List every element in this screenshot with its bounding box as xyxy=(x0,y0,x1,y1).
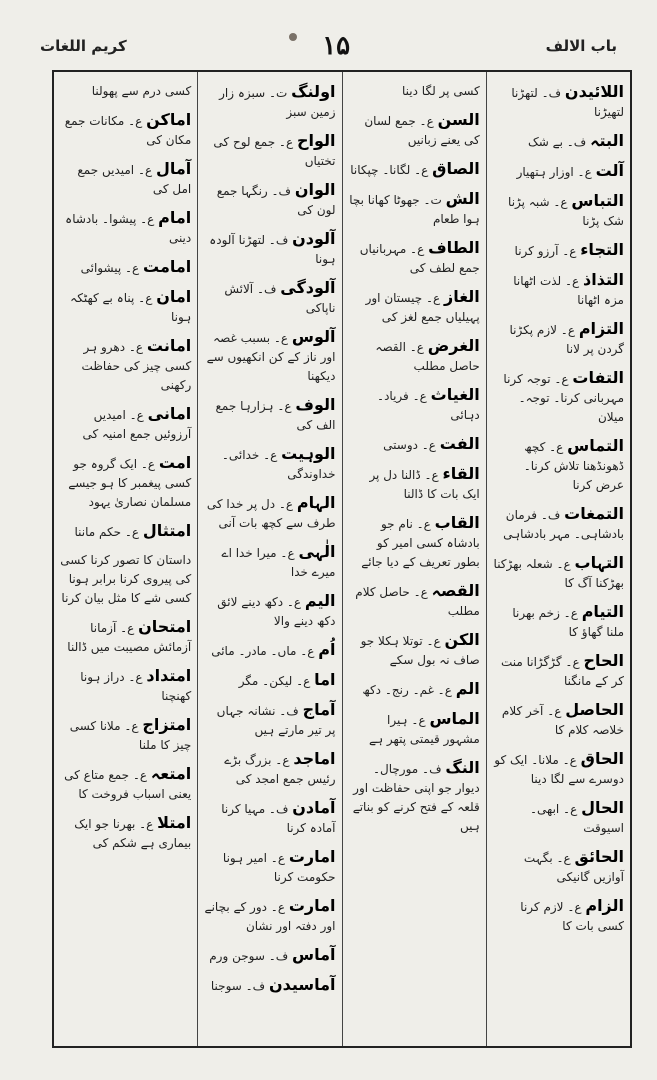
dictionary-entry xyxy=(493,131,624,152)
entry-headword: الش xyxy=(445,189,480,208)
entry-headword: امتحان xyxy=(138,617,192,636)
page-header xyxy=(40,26,617,66)
column-3 xyxy=(197,72,341,1046)
dictionary-entry xyxy=(493,436,624,495)
entry-definition: ع۔ امیر ہونا حکومت کرنا xyxy=(222,851,336,884)
dictionary-entry xyxy=(204,82,335,122)
entry-headword: الحال xyxy=(581,798,624,817)
entry-definition: ع۔ کچھ ڈھونڈھنا تلاش کرنا۔ عرض کرنا xyxy=(523,440,624,492)
entry-headword: آلت xyxy=(595,161,624,180)
entry-definition: ع۔ دور کے بچانے اور دفتہ اور نشان xyxy=(204,900,336,933)
entry-headword: امتعہ xyxy=(150,764,192,783)
entry-headword: آلودگی xyxy=(280,278,336,297)
entry-headword: الغیاث xyxy=(430,385,480,404)
dictionary-entry xyxy=(60,813,191,853)
dictionary-entry xyxy=(60,551,191,608)
entry-headword: الماس xyxy=(429,709,480,728)
entry-headword: الحائق xyxy=(574,847,624,866)
entry-definition: ع۔ دھرو ہر کسی چیز کی حفاظت رکھنی xyxy=(81,340,192,392)
dictionary-entry xyxy=(493,553,624,593)
entry-headword: الحاصل xyxy=(565,700,624,719)
dictionary-entry xyxy=(60,110,191,150)
entry-definition: ع۔ آخر کلام خلاصہ کلام کا xyxy=(501,704,624,737)
entry-definition: ع۔ جمع لسان کی یعنے زبانیں xyxy=(364,114,480,147)
entry-definition: ع۔ دل پر خدا کی طرف سے کچھ بات آنی xyxy=(206,497,336,530)
entry-headword: الکن xyxy=(444,630,480,649)
dictionary-entry xyxy=(60,715,191,755)
dictionary-entry xyxy=(60,764,191,804)
dictionary-entry xyxy=(60,159,191,199)
entries-frame xyxy=(52,70,632,1048)
dictionary-entry xyxy=(60,404,191,444)
entry-definition: ع۔ اوزار ہتھیار xyxy=(516,165,592,179)
entry-headword: القاء xyxy=(442,464,480,483)
book-title: کریم اللغات xyxy=(40,37,127,55)
entry-headword: اما xyxy=(314,670,336,689)
entry-definition: ع۔ فریاد۔ دہائی xyxy=(377,389,480,422)
entry-definition: ع۔ دراز ہونا کھنچنا xyxy=(80,670,192,703)
dictionary-entry xyxy=(493,651,624,691)
dictionary-entry xyxy=(349,630,480,670)
entry-headword: الوان xyxy=(294,180,336,199)
entry-headword: الغاز xyxy=(444,287,480,306)
entry-headword: الصاق xyxy=(432,159,480,178)
entry-headword: امامت xyxy=(143,257,192,276)
entry-headword: التہاب xyxy=(574,553,624,572)
entry-headword: الحاق xyxy=(580,749,624,768)
entry-headword: التزام xyxy=(578,319,624,338)
column-4 xyxy=(54,72,197,1046)
entry-definition: ف۔ فرمان بادشاہی۔ مہر بادشاہی xyxy=(503,508,624,541)
entry-definition: ع۔ بسبب غصہ اور ناز کے کن انکھیوں سے دیکھنا xyxy=(206,331,336,383)
entry-headword: آماس xyxy=(292,945,336,964)
dictionary-entry xyxy=(349,385,480,425)
entry-definition: ع۔ شبہ پڑنا شک پڑنا xyxy=(508,195,624,228)
entry-headword: التیام xyxy=(581,602,624,621)
dictionary-entry xyxy=(349,709,480,749)
entry-definition: ع۔ زخم بھرنا ملنا گھاؤ کا xyxy=(512,606,624,639)
entry-definition: ف۔ لتھڑنا لتھیڑنا xyxy=(511,86,624,119)
entry-headword: القصہ xyxy=(431,581,480,600)
entry-headword: الزام xyxy=(585,896,624,915)
entry-definition: ع۔ ماں۔ مادر۔ مائی xyxy=(211,644,315,658)
entry-headword: امتثال xyxy=(142,521,192,540)
dictionary-entry xyxy=(204,640,335,661)
entry-headword: امت xyxy=(158,453,192,472)
entry-definition: ع۔ جمع لوح کی تختیاں xyxy=(213,135,336,168)
entry-definition: ع۔ پناہ بے کھٹکہ ہونا xyxy=(70,291,192,324)
page-number: ۱۵ xyxy=(322,31,351,61)
entry-headword: امام xyxy=(158,208,192,227)
entry-definition: ع۔ ہیرا مشہور قیمتی پتھر ہے xyxy=(369,713,480,746)
dictionary-entry xyxy=(204,896,335,936)
dictionary-entry xyxy=(493,847,624,887)
entry-headword: الم xyxy=(455,679,480,698)
entry-headword: القاب xyxy=(434,513,480,532)
entry-headword: التباس xyxy=(571,191,624,210)
entry-definition: ع۔ لیکن۔ مگر xyxy=(238,674,311,688)
dictionary-entry xyxy=(493,191,624,231)
dictionary-entry xyxy=(60,521,191,542)
dictionary-entry xyxy=(349,464,480,504)
dictionary-entry xyxy=(204,180,335,220)
dictionary-entry xyxy=(204,131,335,171)
entry-headword: التجاء xyxy=(580,240,624,259)
dictionary-entry xyxy=(493,240,624,261)
entry-headword: آلودن xyxy=(292,229,336,248)
entry-headword: الوہیت xyxy=(281,444,336,463)
dictionary-entry xyxy=(349,434,480,455)
entry-definition: ت۔ سبزہ زار زمین سبز xyxy=(219,86,336,119)
entry-headword: آماسیدن xyxy=(268,975,336,994)
dictionary-entry xyxy=(204,945,335,966)
entry-headword: امتداد xyxy=(146,666,192,685)
entry-definition: ع۔ ابھی۔ اسیوقت xyxy=(530,802,624,835)
entry-definition: ف۔ مہیا کرنا آمادہ کرنا xyxy=(221,802,336,835)
dictionary-entry xyxy=(349,679,480,700)
entry-headword: امتزاج xyxy=(142,715,192,734)
entry-definition: ع۔ پیشوائی xyxy=(80,261,140,275)
entry-definition: ف۔ لتھڑنا آلودہ ہونا xyxy=(209,233,336,266)
entry-headword: النگ xyxy=(445,758,480,777)
entry-headword: امانی xyxy=(147,404,192,423)
entry-definition: ع۔ مکانات جمع مکان کی xyxy=(64,114,192,147)
entry-headword: آلوس xyxy=(291,327,336,346)
dictionary-entry xyxy=(349,758,480,836)
entry-headword: الٰہی xyxy=(298,542,336,561)
dictionary-entry xyxy=(493,161,624,182)
dictionary-entry xyxy=(349,513,480,572)
dictionary-entry xyxy=(204,327,335,386)
entry-definition: ع۔ آرزو کرنا xyxy=(514,244,577,258)
dictionary-entry xyxy=(60,336,191,395)
dictionary-entry xyxy=(349,336,480,376)
entry-headword: الحاح xyxy=(583,651,624,670)
dictionary-entry xyxy=(493,798,624,838)
entry-definition: ع۔ دوستی xyxy=(383,438,436,452)
entry-definition: ع۔ پیشوا۔ بادشاہ دینی xyxy=(65,212,192,245)
entry-definition: ف۔ رنگہا جمع لون کی xyxy=(216,184,336,217)
dictionary-entry xyxy=(204,847,335,887)
entry-definition: ع۔ امیدیں آرزوئیں جمع امنیہ کی xyxy=(82,408,192,441)
entry-definition: ع۔ حاصل کلام مطلب xyxy=(355,585,480,618)
entry-definition: ع۔ گڑگڑانا منت کر کے مانگنا xyxy=(500,655,624,688)
entry-definition: ع۔ امیدیں جمع امل کی xyxy=(77,163,192,196)
entry-definition: ع۔ توتلا ہکلا جو صاف نہ بول سکے xyxy=(360,634,480,667)
section-title: باب الالف xyxy=(545,37,617,55)
entry-definition: کسی پر لگا دینا xyxy=(402,84,480,98)
entry-headword: الغرض xyxy=(427,336,480,355)
entry-definition: ع۔ نام جو بادشاہ کسی امیر کو بطور تعریف کے دیا جائے xyxy=(361,517,480,569)
column-2 xyxy=(342,72,486,1046)
entry-definition: داستان کا تصور کرنا کسی کی پیروی کرنا برابر ہونا کسی شے کا مثل بیان کرنا xyxy=(60,553,192,605)
entry-definition: ع۔ جمع متاع کی یعنی اسباب فروخت کا xyxy=(64,768,192,801)
dictionary-entry xyxy=(493,896,624,936)
entry-headword: الواح xyxy=(296,131,336,150)
entry-definition: ع۔ میرا خدا اے میرے خدا xyxy=(221,546,336,579)
dictionary-entry xyxy=(60,617,191,657)
entry-headword: آماج xyxy=(302,700,336,719)
dictionary-entry xyxy=(204,591,335,631)
entry-headword: الیم xyxy=(304,591,336,610)
dictionary-entry xyxy=(349,287,480,327)
dictionary-entry xyxy=(204,229,335,269)
entry-definition: ع۔ بھرنا جو ایک بیماری ہے شکم کی xyxy=(74,817,192,850)
dictionary-entry xyxy=(349,159,480,180)
dictionary-entry xyxy=(493,82,624,122)
dictionary-entry xyxy=(349,581,480,621)
dictionary-entry xyxy=(349,110,480,150)
entry-definition: کسی درم سے پھولنا xyxy=(91,84,192,98)
entry-definition: ع۔ آزمانا آزمائش مصیبت میں ڈالنا xyxy=(67,621,192,654)
dictionary-entry xyxy=(204,749,335,789)
dictionary-entry xyxy=(60,257,191,278)
entry-headword: اماکن xyxy=(146,110,192,129)
entry-headword: التفات xyxy=(572,368,624,387)
dictionary-entry xyxy=(493,504,624,544)
dictionary-entry xyxy=(493,368,624,427)
entry-headword: امان xyxy=(156,287,192,306)
entry-definition: ع۔ ملانا۔ ایک کو دوسرے سے لگا دینا xyxy=(494,753,624,786)
column-1 xyxy=(486,72,630,1046)
entry-definition: ع۔ بگہت آوازیں گانیکی xyxy=(523,851,624,884)
entry-definition: ع۔ توجہ کرنا مہربانی کرنا۔ توجہ۔ میلان xyxy=(503,372,624,424)
entry-definition: ع۔ ملانا کسی چیز کا ملنا xyxy=(69,719,192,752)
dictionary-entry xyxy=(204,542,335,582)
entry-definition: ف۔ سوجنا xyxy=(210,979,266,993)
dictionary-entry xyxy=(204,670,335,691)
dictionary-entry xyxy=(493,602,624,642)
entry-definition: ع۔ لازم پکڑنا گردن پر لانا xyxy=(509,323,624,356)
entry-definition: ف۔ بے شک xyxy=(527,135,587,149)
dictionary-entry xyxy=(204,493,335,533)
entry-definition: ع۔ لازم کرنا کسی بات کا xyxy=(520,900,624,933)
entry-headword: اولنگ xyxy=(291,82,336,101)
entry-headword: الہام xyxy=(296,493,336,512)
dictionary-entry xyxy=(349,82,480,101)
entry-headword: التماس xyxy=(567,436,624,455)
dictionary-entry xyxy=(204,395,335,435)
entry-definition: ع۔ خدائی۔ خداوندگی xyxy=(221,448,336,481)
dictionary-entry xyxy=(60,208,191,248)
entry-headword: امارت xyxy=(288,847,336,866)
entry-definition: ع۔ لذت اٹھانا مزہ اٹھانا xyxy=(513,274,624,307)
entry-headword: امتلا xyxy=(157,813,192,832)
dictionary-entry xyxy=(204,278,335,318)
dictionary-entry xyxy=(493,749,624,789)
entry-definition: ف۔ مورچال۔ دیوار جو اپنی حفاظت اور قلعہ کے فتح کرنے کو بناتے ہیں xyxy=(352,762,480,833)
entry-headword: السن xyxy=(437,110,480,129)
dictionary-entry xyxy=(349,238,480,278)
entry-definition: ع۔ شعلہ بھڑکنا بھڑکنا آگ کا xyxy=(493,557,624,590)
entry-definition: ع۔ غم۔ رنج۔ دکھ xyxy=(362,683,452,697)
entry-definition: ع۔ حکم ماننا xyxy=(74,525,140,539)
dictionary-entry xyxy=(60,666,191,706)
entry-definition: ف۔ آلائش ناپاکی xyxy=(224,282,336,315)
entry-headword: اللائیدن xyxy=(564,82,624,101)
entry-definition: ت۔ جھوٹا کھانا بچا ہوا طعام xyxy=(349,193,480,226)
dictionary-entry xyxy=(60,453,191,512)
entry-headword: الطاف xyxy=(428,238,480,257)
entry-headword: الوف xyxy=(295,395,336,414)
entry-definition: ع۔ چیستان اور پہیلیاں جمع لغز کی xyxy=(365,291,480,324)
entry-definition: ع۔ دکھ دینے لائق دکھ دینے والا xyxy=(217,595,336,628)
entry-definition: ع۔ القصہ حاصل مطلب xyxy=(375,340,480,373)
dictionary-entry xyxy=(60,287,191,327)
entry-definition: ف۔ سوجن ورم xyxy=(209,949,289,963)
entry-definition: ع۔ ایک گروہ جو کسی پیغمبر کا ہو جیسے مسلمان نصاریٰ یہود xyxy=(68,457,192,509)
dictionary-entry xyxy=(204,700,335,740)
entry-headword: اماجد xyxy=(293,749,336,768)
dictionary-entry xyxy=(493,270,624,310)
entry-headword: امارت xyxy=(288,896,336,915)
dictionary-entry xyxy=(204,798,335,838)
entry-definition: ع۔ مہربانیاں جمع لطف کی xyxy=(359,242,480,275)
entry-headword: التمغات xyxy=(564,504,624,523)
entry-headword: آمادن xyxy=(292,798,336,817)
entry-definition: ع۔ ڈالنا دل پر ایک بات کا ڈالنا xyxy=(369,468,480,501)
entry-headword: آمال xyxy=(155,159,192,178)
entry-definition: ع۔ ہزارہا جمع الف کی xyxy=(215,399,336,432)
entry-headword: البتہ xyxy=(590,131,624,150)
entry-headword: امانت xyxy=(146,336,192,355)
entry-definition: ع۔ بزرگ بڑے رئیس جمع امجد کی xyxy=(224,753,336,786)
dictionary-entry xyxy=(60,82,191,101)
dictionary-entry xyxy=(493,319,624,359)
dictionary-entry xyxy=(349,189,480,229)
dictionary-entry xyxy=(204,975,335,996)
dictionary-entry xyxy=(493,700,624,740)
entry-headword: اُم xyxy=(318,640,336,659)
entry-headword: الفت xyxy=(439,434,480,453)
dictionary-entry xyxy=(204,444,335,484)
entry-headword: التذاذ xyxy=(583,270,624,289)
entry-definition: ف۔ نشانہ جہاں پر تیر مارتے ہیں xyxy=(216,704,336,737)
entry-definition: ع۔ لگانا۔ چپکانا xyxy=(350,163,429,177)
